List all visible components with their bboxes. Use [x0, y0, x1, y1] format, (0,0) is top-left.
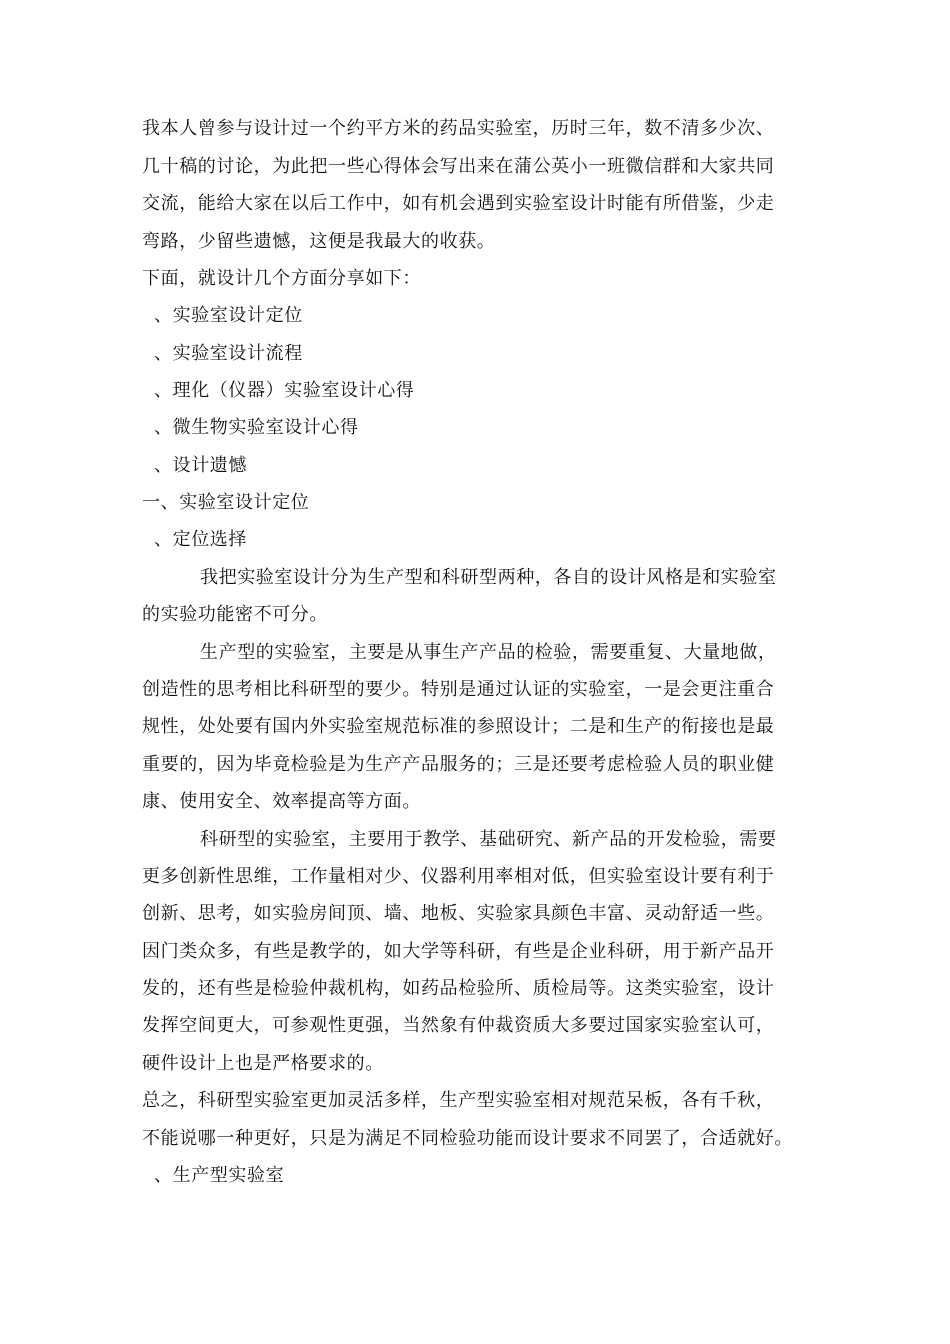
para3-line-2: 更多创新性思维，工作量相对少、仪器利用率相对低，但实验室设计要有利于 [142, 866, 775, 887]
outline-item-1: 、实验室设计定位 [154, 305, 303, 326]
outline-intro: 下面，就设计几个方面分享如下： [142, 268, 421, 289]
intro-line-4: 弯路，少留些遗憾，这便是我最大的收获。 [142, 231, 496, 252]
outline-item-2: 、实验室设计流程 [154, 343, 303, 364]
para3-line-6: 发挥空间更大，可参观性更强，当然象有仲裁资质大多要过国家实验室认可， [142, 1015, 775, 1036]
para2-line-5: 康、使用安全、效率提高等方面。 [142, 791, 421, 812]
intro-line-2: 几十稿的讨论，为此把一些心得体会写出来在蒲公英小一班微信群和大家共同 [142, 156, 775, 177]
next-heading: 、生产型实验室 [154, 1165, 285, 1186]
para3-line-3: 创新、思考，如实验房间顶、墙、地板、实验家具颜色丰富、灵动舒适一些。 [142, 903, 775, 924]
para2-line-2: 创造性的思考相比科研型的要少。特别是通过认证的实验室，一是会更注重合 [142, 679, 775, 700]
intro-line-3: 交流，能给大家在以后工作中，如有机会遇到实验室设计时能有所借鉴，少走 [142, 193, 775, 214]
intro-line-1: 我本人曾参与设计过一个约平方米的药品实验室，历时三年，数不清多少次、 [142, 118, 775, 139]
outline-item-4: 、微生物实验室设计心得 [154, 417, 359, 438]
para2-line-1: 生产型的实验室，主要是从事生产产品的检验，需要重复、大量地做， [200, 642, 777, 663]
para3-line-7: 硬件设计上也是严格要求的。 [142, 1053, 384, 1074]
outline-item-3: 、理化（仪器）实验室设计心得 [154, 380, 415, 401]
para2-line-3: 规性，处处要有国内外实验室规范标准的参照设计；二是和生产的衔接也是最 [142, 716, 775, 737]
para1-line-1: 我把实验室设计分为生产型和科研型两种，各自的设计风格是和实验室 [200, 567, 777, 588]
para3-line-5: 发的，还有些是检验仲裁机构，如药品检验所、质检局等。这类实验室，设计 [142, 978, 775, 999]
section-heading: 一、实验室设计定位 [142, 492, 310, 513]
para2-line-4: 重要的，因为毕竟检验是为生产产品服务的；三是还要考虑检验人员的职业健 [142, 754, 775, 775]
conclusion-line-2: 不能说哪一种更好，只是为满足不同检验功能而设计要求不同罢了，合适就好。 [142, 1128, 793, 1149]
para3-line-1: 科研型的实验室，主要用于教学、基础研究、新产品的开发检验，需要 [200, 829, 777, 850]
para3-line-4: 因门类众多，有些是教学的，如大学等科研，有些是企业科研，用于新产品开 [142, 941, 775, 962]
subsection-heading: 、定位选择 [154, 529, 247, 550]
outline-item-5: 、设计遗憾 [154, 455, 247, 476]
para1-line-2: 的实验功能密不可分。 [142, 604, 328, 625]
conclusion-line-1: 总之，科研型实验室更加灵活多样，生产型实验室相对规范呆板，各有千秋， [142, 1090, 775, 1111]
